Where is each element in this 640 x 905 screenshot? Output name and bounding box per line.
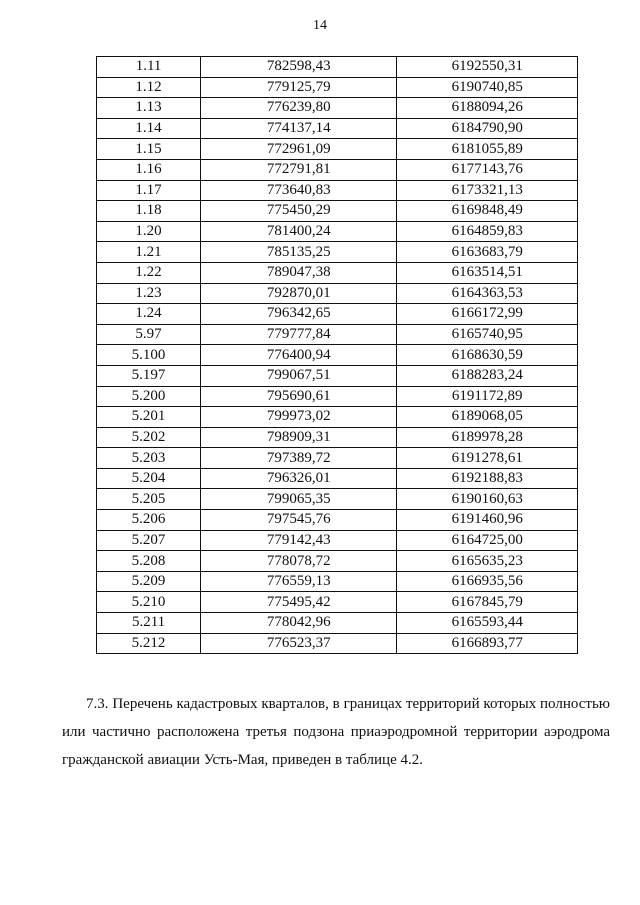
y-coordinate-cell: 6165740,95: [397, 324, 578, 345]
y-coordinate-cell: 6184790,90: [397, 118, 578, 139]
x-coordinate-cell: 782598,43: [201, 57, 397, 78]
x-coordinate-cell: 799067,51: [201, 365, 397, 386]
y-coordinate-cell: 6167845,79: [397, 592, 578, 613]
point-number-cell: 5.203: [97, 448, 201, 469]
x-coordinate-cell: 797545,76: [201, 510, 397, 531]
point-number-cell: 1.15: [97, 139, 201, 160]
table-row: [97, 592, 578, 613]
point-number-cell: 1.21: [97, 242, 201, 263]
point-number-cell: 5.200: [97, 386, 201, 407]
point-number-cell: 1.13: [97, 98, 201, 119]
coordinates-table: [96, 56, 578, 654]
table-row: [97, 304, 578, 325]
point-number-cell: 5.201: [97, 407, 201, 428]
table-row: [97, 613, 578, 634]
y-coordinate-cell: 6164363,53: [397, 283, 578, 304]
y-coordinate-cell: 6164859,83: [397, 221, 578, 242]
table-row: [97, 345, 578, 366]
table-row: [97, 242, 578, 263]
section-paragraph: 7.3. Перечень кадастровых кварталов, в границах территорий которых полностью или частично расположена третья подзона приаэродромной территории аэродрома гражданской авиации Усть-Мая, приведен в таблице 4.2.: [62, 696, 610, 768]
x-coordinate-cell: 773640,83: [201, 180, 397, 201]
point-number-cell: 5.202: [97, 427, 201, 448]
x-coordinate-cell: 781400,24: [201, 221, 397, 242]
point-number-cell: 5.210: [97, 592, 201, 613]
x-coordinate-cell: 796342,65: [201, 304, 397, 325]
y-coordinate-cell: 6163514,51: [397, 262, 578, 283]
table-row: [97, 571, 578, 592]
table-row: [97, 201, 578, 222]
y-coordinate-cell: 6165635,23: [397, 551, 578, 572]
point-number-cell: 1.22: [97, 262, 201, 283]
point-number-cell: 1.11: [97, 57, 201, 78]
table-row: [97, 468, 578, 489]
point-number-cell: 1.16: [97, 159, 201, 180]
x-coordinate-cell: 778078,72: [201, 551, 397, 572]
table-row: [97, 633, 578, 654]
x-coordinate-cell: 797389,72: [201, 448, 397, 469]
x-coordinate-cell: 775495,42: [201, 592, 397, 613]
point-number-cell: 5.206: [97, 510, 201, 531]
table-row: [97, 324, 578, 345]
y-coordinate-cell: 6188094,26: [397, 98, 578, 119]
table-row: [97, 77, 578, 98]
x-coordinate-cell: 785135,25: [201, 242, 397, 263]
x-coordinate-cell: 772961,09: [201, 139, 397, 160]
x-coordinate-cell: 779125,79: [201, 77, 397, 98]
y-coordinate-cell: 6191172,89: [397, 386, 578, 407]
table-row: [97, 159, 578, 180]
coordinates-table-body: [97, 57, 578, 654]
y-coordinate-cell: 6166935,56: [397, 571, 578, 592]
table-row: [97, 180, 578, 201]
point-number-cell: 5.205: [97, 489, 201, 510]
table-row: [97, 510, 578, 531]
x-coordinate-cell: 774137,14: [201, 118, 397, 139]
point-number-cell: 5.100: [97, 345, 201, 366]
table-row: [97, 386, 578, 407]
table-row: [97, 489, 578, 510]
y-coordinate-cell: 6190160,63: [397, 489, 578, 510]
table-row: [97, 283, 578, 304]
x-coordinate-cell: 776239,80: [201, 98, 397, 119]
x-coordinate-cell: 796326,01: [201, 468, 397, 489]
x-coordinate-cell: 772791,81: [201, 159, 397, 180]
y-coordinate-cell: 6192550,31: [397, 57, 578, 78]
y-coordinate-cell: 6189068,05: [397, 407, 578, 428]
point-number-cell: 5.197: [97, 365, 201, 386]
point-number-cell: 1.20: [97, 221, 201, 242]
y-coordinate-cell: 6191278,61: [397, 448, 578, 469]
x-coordinate-cell: 779142,43: [201, 530, 397, 551]
point-number-cell: 5.204: [97, 468, 201, 489]
table-row: [97, 448, 578, 469]
y-coordinate-cell: 6164725,00: [397, 530, 578, 551]
x-coordinate-cell: 799065,35: [201, 489, 397, 510]
y-coordinate-cell: 6166172,99: [397, 304, 578, 325]
table-row: [97, 407, 578, 428]
table-row: [97, 98, 578, 119]
x-coordinate-cell: 776523,37: [201, 633, 397, 654]
point-number-cell: 5.209: [97, 571, 201, 592]
x-coordinate-cell: 779777,84: [201, 324, 397, 345]
table-row: [97, 551, 578, 572]
table-row: [97, 139, 578, 160]
x-coordinate-cell: 776559,13: [201, 571, 397, 592]
y-coordinate-cell: 6177143,76: [397, 159, 578, 180]
y-coordinate-cell: 6168630,59: [397, 345, 578, 366]
point-number-cell: 1.14: [97, 118, 201, 139]
y-coordinate-cell: 6190740,85: [397, 77, 578, 98]
y-coordinate-cell: 6166893,77: [397, 633, 578, 654]
y-coordinate-cell: 6181055,89: [397, 139, 578, 160]
y-coordinate-cell: 6163683,79: [397, 242, 578, 263]
table-row: [97, 57, 578, 78]
x-coordinate-cell: 798909,31: [201, 427, 397, 448]
point-number-cell: 1.12: [97, 77, 201, 98]
y-coordinate-cell: 6189978,28: [397, 427, 578, 448]
table-row: [97, 221, 578, 242]
point-number-cell: 1.18: [97, 201, 201, 222]
point-number-cell: 5.208: [97, 551, 201, 572]
point-number-cell: 1.23: [97, 283, 201, 304]
table-row: [97, 365, 578, 386]
y-coordinate-cell: 6192188,83: [397, 468, 578, 489]
table-row: [97, 262, 578, 283]
point-number-cell: 5.211: [97, 613, 201, 634]
y-coordinate-cell: 6169848,49: [397, 201, 578, 222]
x-coordinate-cell: 778042,96: [201, 613, 397, 634]
x-coordinate-cell: 795690,61: [201, 386, 397, 407]
x-coordinate-cell: 789047,38: [201, 262, 397, 283]
page-number: 14: [313, 18, 327, 33]
x-coordinate-cell: 799973,02: [201, 407, 397, 428]
x-coordinate-cell: 775450,29: [201, 201, 397, 222]
point-number-cell: 1.24: [97, 304, 201, 325]
table-row: [97, 530, 578, 551]
y-coordinate-cell: 6188283,24: [397, 365, 578, 386]
point-number-cell: 1.17: [97, 180, 201, 201]
point-number-cell: 5.97: [97, 324, 201, 345]
y-coordinate-cell: 6173321,13: [397, 180, 578, 201]
y-coordinate-cell: 6165593,44: [397, 613, 578, 634]
x-coordinate-cell: 776400,94: [201, 345, 397, 366]
x-coordinate-cell: 792870,01: [201, 283, 397, 304]
point-number-cell: 5.207: [97, 530, 201, 551]
point-number-cell: 5.212: [97, 633, 201, 654]
y-coordinate-cell: 6191460,96: [397, 510, 578, 531]
table-row: [97, 118, 578, 139]
table-row: [97, 427, 578, 448]
